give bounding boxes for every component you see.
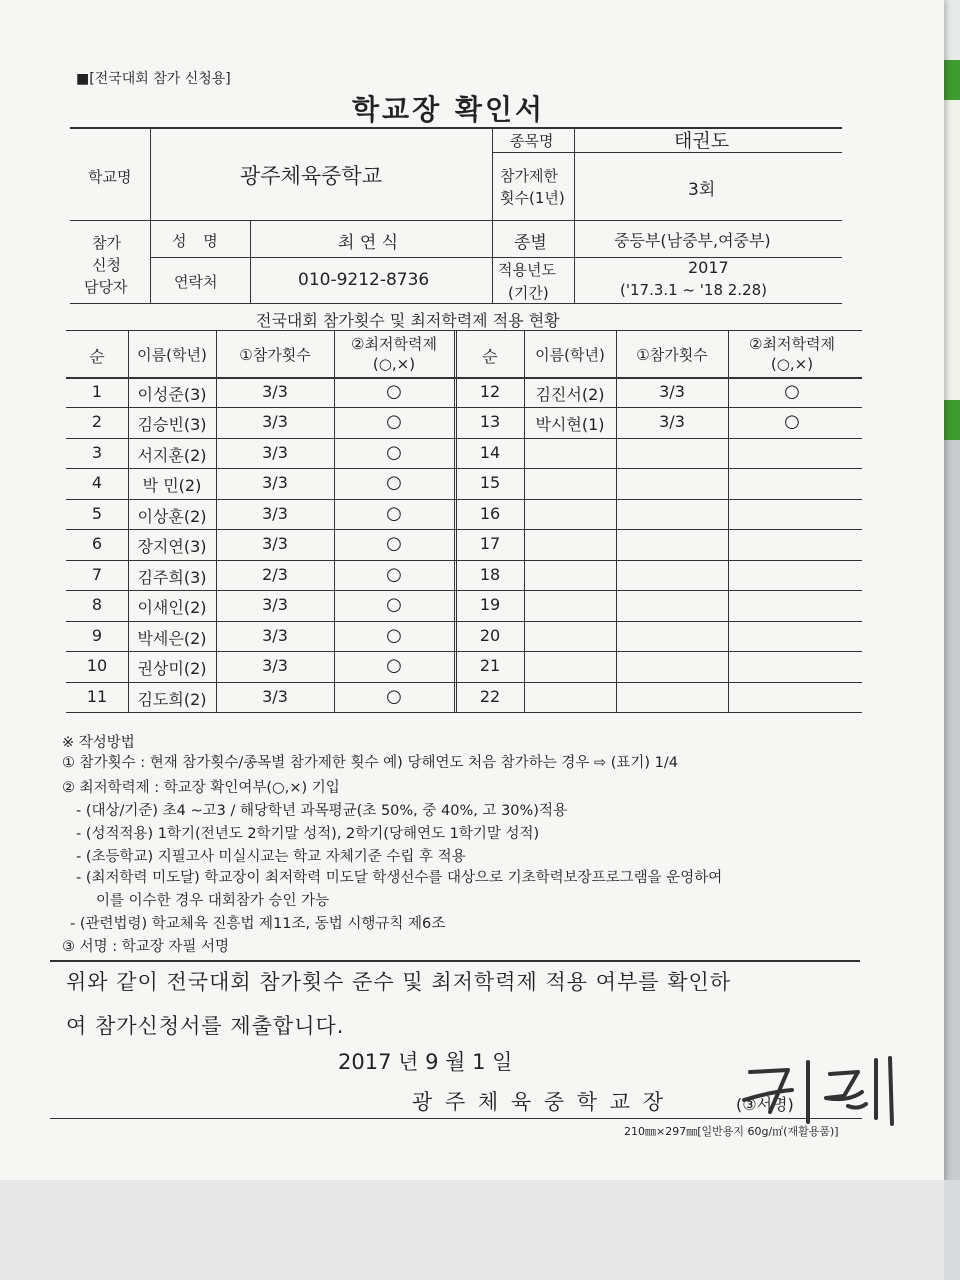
note-heading: ※ 작성방법 xyxy=(62,735,135,751)
section-title: 전국대회 참가횟수 및 최저학력제 적용 현황 xyxy=(256,311,560,330)
statement-line-2: 여 참가신청서를 제출합니다. xyxy=(66,1014,345,1038)
row-min: ○ xyxy=(386,625,402,646)
footer-spec: 210㎜×297㎜[일반용지 60g/㎡(재활용품)] xyxy=(624,1125,839,1138)
row-no: 16 xyxy=(479,504,501,523)
row-min: ○ xyxy=(386,411,402,432)
row-no: 22 xyxy=(479,687,501,706)
col-no-right: 순 xyxy=(482,347,498,366)
manager-label-3: 담당자 xyxy=(84,278,128,296)
row-name: 박 민(2) xyxy=(142,476,202,495)
contact-label: 연락처 xyxy=(174,273,218,291)
col-no-left: 순 xyxy=(89,347,105,366)
row-count: 3/3 xyxy=(262,443,288,462)
manager-label-1: 참가 xyxy=(92,234,121,252)
row-name: 김주희(3) xyxy=(137,568,207,587)
row-count: 3/3 xyxy=(262,656,288,675)
date: 2017 년 9 월 1 일 xyxy=(338,1050,513,1074)
col-min-right-2: (○,×) xyxy=(770,355,814,373)
col-min-left-2: (○,×) xyxy=(372,355,416,373)
row-name: 박시현(1) xyxy=(535,415,605,434)
school-value: 광주체육중학교 xyxy=(240,164,383,188)
note-1: ① 참가횟수 : 현재 참가횟수/종목별 참가제한 횟수 예) 당해연도 처음 참가하는 경우 ⇨ (표기) 1/4 xyxy=(62,755,678,771)
row-min: ○ xyxy=(386,655,402,676)
note-2: ② 최저학력제 : 학교장 확인여부(○,×) 기입 xyxy=(62,780,340,796)
row-min: ○ xyxy=(386,533,402,554)
row-count: 3/3 xyxy=(262,504,288,523)
limit-label-1: 참가제한 xyxy=(500,167,558,185)
row-min: ○ xyxy=(386,686,402,707)
manager-label-2: 신청 xyxy=(92,256,121,274)
year-label-1: 적용년도 xyxy=(498,261,556,279)
row-no: 17 xyxy=(479,534,501,553)
row-min: ○ xyxy=(386,381,402,402)
row-no: 19 xyxy=(479,595,501,614)
row-min: ○ xyxy=(386,564,402,585)
row-no: 6 xyxy=(91,534,103,553)
row-min: ○ xyxy=(386,503,402,524)
note-6: - (최저학력 미도달) 학교장이 최저학력 미도달 학생선수를 대상으로 기초학력보장프로그램을 운영하여 xyxy=(76,870,723,886)
row-min: ○ xyxy=(386,442,402,463)
row-count: 2/3 xyxy=(262,565,288,584)
row-name: 서지훈(2) xyxy=(137,446,207,465)
row-count: 3/3 xyxy=(262,473,288,492)
name-value: 최 연 식 xyxy=(338,233,399,253)
col-name-left: 이름(학년) xyxy=(137,346,207,364)
row-count: 3/3 xyxy=(262,626,288,645)
row-no: 21 xyxy=(479,656,501,675)
row-min: ○ xyxy=(784,411,800,432)
col-name-right: 이름(학년) xyxy=(535,346,605,364)
row-name: 김도희(2) xyxy=(137,690,207,709)
note-8: - (관련법령) 학교체육 진흥법 제11조, 동법 시행규칙 제6조 xyxy=(70,916,446,932)
note-5: - (초등학교) 지필고사 미실시교는 학교 자체기준 수립 후 적용 xyxy=(76,849,466,865)
row-name: 김진서(2) xyxy=(535,385,605,404)
row-name: 이새인(2) xyxy=(137,598,207,617)
note-4: - (성적적용) 1학기(전년도 2학기말 성적), 2학기(당해연도 1학기말 성적) xyxy=(76,826,540,842)
row-min: ○ xyxy=(386,472,402,493)
col-min-right-1: ②최저학력제 xyxy=(749,335,835,353)
year-value-1: 2017 xyxy=(688,258,729,277)
row-no: 2 xyxy=(91,412,103,431)
year-value-2: ('17.3.1 ~ '18 2.28) xyxy=(620,281,768,299)
row-no: 8 xyxy=(91,595,103,614)
row-no: 12 xyxy=(479,382,501,401)
row-no: 13 xyxy=(479,412,501,431)
page-title: 학교장 확인서 xyxy=(352,93,546,126)
row-min: ○ xyxy=(386,594,402,615)
category-value: 중등부(남중부,여중부) xyxy=(614,231,771,250)
row-no: 18 xyxy=(479,565,501,584)
row-no: 10 xyxy=(86,656,108,675)
name-label: 성 명 xyxy=(172,232,224,250)
contact-value: 010-9212-8736 xyxy=(298,270,430,290)
row-no: 3 xyxy=(91,443,103,462)
page-bottom-shadow xyxy=(0,1180,944,1280)
statement-line-1: 위와 같이 전국대회 참가횟수 준수 및 최저학력제 적용 여부를 확인하 xyxy=(66,970,732,994)
row-no: 1 xyxy=(91,382,103,401)
year-label-2: (기간) xyxy=(508,284,549,302)
note-7: 이를 이수한 경우 대회참가 승인 가능 xyxy=(96,893,330,909)
principal-name: 광 주 체 육 중 학 교 장 xyxy=(412,1090,667,1114)
school-label: 학교명 xyxy=(88,168,132,186)
limit-value: 3회 xyxy=(688,180,716,200)
row-no: 7 xyxy=(91,565,103,584)
row-count: 3/3 xyxy=(659,382,685,401)
event-value: 태권도 xyxy=(674,130,730,152)
header-tag: ■[전국대회 참가 신청용] xyxy=(76,71,231,87)
row-no: 20 xyxy=(479,626,501,645)
row-no: 15 xyxy=(479,473,501,492)
row-name: 장지연(3) xyxy=(137,537,207,556)
col-count-left: ①참가횟수 xyxy=(239,346,311,364)
row-count: 3/3 xyxy=(262,412,288,431)
row-no: 14 xyxy=(479,443,501,462)
row-name: 박세은(2) xyxy=(137,629,207,648)
event-label: 종목명 xyxy=(510,132,554,150)
col-count-right: ①참가횟수 xyxy=(636,346,708,364)
row-name: 이성준(3) xyxy=(137,385,207,404)
limit-label-2: 횟수(1년) xyxy=(500,189,565,207)
row-count: 3/3 xyxy=(262,595,288,614)
row-count: 3/3 xyxy=(262,534,288,553)
note-3: - (대상/기준) 초4 ~고3 / 해당학년 과목평균(초 50%, 중 40%, 고 30%)적용 xyxy=(76,803,567,819)
row-min: ○ xyxy=(784,381,800,402)
row-count: 3/3 xyxy=(659,412,685,431)
sign-label: (③서명) xyxy=(736,1095,794,1114)
row-no: 5 xyxy=(91,504,103,523)
row-count: 3/3 xyxy=(262,382,288,401)
row-no: 4 xyxy=(91,473,103,492)
signature-image xyxy=(730,1052,930,1132)
row-count: 3/3 xyxy=(262,687,288,706)
row-no: 11 xyxy=(86,687,108,706)
row-no: 9 xyxy=(91,626,103,645)
col-min-left-1: ②최저학력제 xyxy=(351,335,437,353)
row-name: 이상훈(2) xyxy=(137,507,207,526)
category-label: 종별 xyxy=(514,233,547,253)
note-9: ③ 서명 : 학교장 자필 서명 xyxy=(62,939,229,955)
row-name: 권상미(2) xyxy=(137,659,207,678)
row-name: 김승빈(3) xyxy=(137,415,207,434)
